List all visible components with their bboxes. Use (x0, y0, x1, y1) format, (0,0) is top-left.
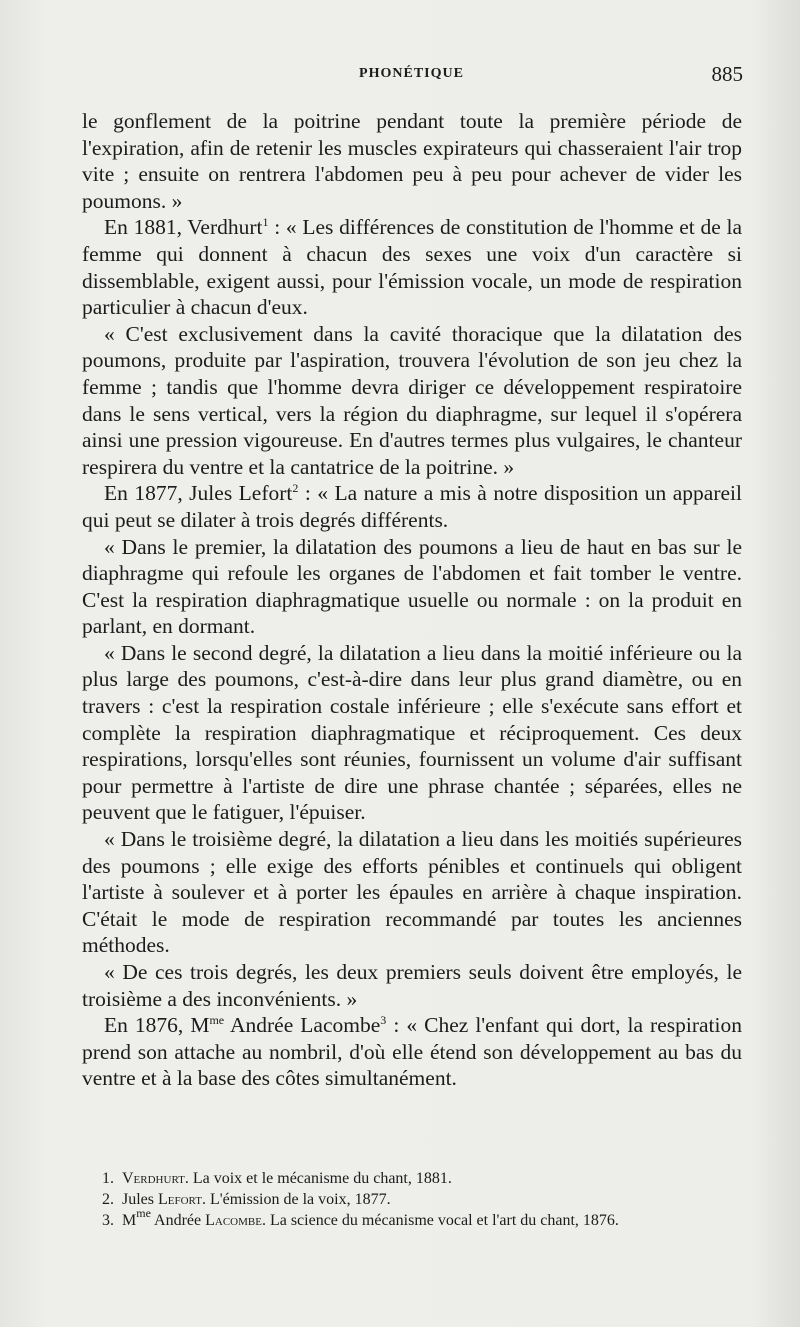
paragraph-6-text: « Dans le second degré, la dilatation a lieu dans la moitié inférieure ou la plus large des poumons, c'est-à-dire dans leur plus grand diamètre, ou en travers : c'est la respiration costale inférieure ; elle s'exécute sans effort et complète la respiration diaphragmatique et réciproquement. Ces deux respirations, lorsqu'elles sont réunies, fournissent un volume d'air suffisant pour permettre à l'artiste de dire une phrase chantée ; séparées, elles ne peuvent que le fatiguer, l'épuiser. (82, 640, 742, 825)
footnote-ref-3: 3 (380, 1013, 387, 1028)
paragraph-8-text: « De ces trois degrés, les deux premiers seuls doivent être employés, le troisième a des inconvénients. » (82, 960, 742, 1011)
paragraph-7 (82, 826, 742, 959)
footnote-1 (82, 1168, 742, 1189)
footnote-3-author: Lacombe (205, 1212, 262, 1229)
footnote-2-author: Lefort (158, 1191, 202, 1208)
footnote-ref-2: 2 (292, 481, 299, 496)
paragraph-1 (82, 108, 742, 214)
paragraph-6 (82, 640, 742, 826)
paragraph-3-text: « C'est exclusivement dans la cavité thoracique que la dilatation des poumons, produite par l'aspiration, trouvera l'évolution de son jeu chez la femme ; tandis que l'homme devra diriger ce développement respiratoire dans le sens vertical, vers la région du diaphragme, sur lequel il s'opérera ainsi une pression vigoureuse. En d'autres termes plus vulgaires, le chanteur respirera du ventre et la cantatrice de la poitrine. » (82, 321, 742, 479)
paragraph-2 (82, 214, 742, 320)
paragraph-9-text-middle: Andrée Lacombe (224, 1013, 381, 1038)
footnotes (82, 1168, 742, 1231)
footnote-ref-1: 1 (262, 215, 269, 230)
footnote-3-marker: 3. (102, 1212, 114, 1229)
paragraph-4-text-start: En 1877, Jules Lefort (104, 481, 293, 506)
footnote-3-prefix-superscript: me (136, 1206, 151, 1220)
footnote-2-text: . L'émission de la voix, 1877. (201, 1191, 391, 1208)
paragraph-2-text-end: : « Les différences de constitution de l'homme et de la femme qui donnent à chacun des sexes une voix d'un caractère si dissemblable, exigent aussi, pour l'émission vocale, un mode de respiration particulier à chacun d'eux. (82, 215, 742, 320)
page-header (80, 62, 743, 90)
footnote-1-text: . La voix et le mécanisme du chant, 1881. (184, 1170, 452, 1187)
page-number: 885 (711, 62, 743, 86)
paragraph-5 (82, 534, 742, 640)
footnote-2 (82, 1189, 742, 1210)
footnote-1-marker: 1. (102, 1170, 114, 1187)
paragraph-8 (82, 959, 742, 1012)
footnote-3-prefix: M (122, 1212, 137, 1229)
paragraph-4 (82, 480, 742, 533)
footnote-3-prefix-after: Andrée (150, 1212, 206, 1229)
footnote-1-author: Verdhurt (122, 1170, 185, 1187)
paragraph-9-text-end: : « Chez l'enfant qui dort, la respiration prend son attache au nombril, d'où elle étend son développement au bas du ventre et à la base des côtes simultanément. (82, 1013, 742, 1091)
paragraph-4-text-end: : « La nature a mis à notre disposition un appareil qui peut se dilater à trois degrés différents. (82, 481, 742, 532)
paragraph-7-text: « Dans le troisième degré, la dilatation a lieu dans les moitiés supérieures des poumons ; elle exige des efforts pénibles et continuels qui obligent l'artiste à soulever et à porter les épaules en arrière à chaque inspiration. C'était le mode de respiration recommandé par toutes les anciennes méthodes. (82, 827, 742, 958)
paragraph-2-text-start: En 1881, Verdhurt (104, 215, 263, 240)
footnote-3-text: . La science du mécanisme vocal et l'art du chant, 1876. (261, 1212, 619, 1229)
footnote-2-marker: 2. (102, 1191, 114, 1208)
title-superscript: me (209, 1013, 225, 1028)
body-text (82, 108, 742, 1092)
footnote-2-prefix: Jules (122, 1191, 158, 1208)
footnote-3 (82, 1206, 742, 1231)
paragraph-3 (82, 321, 742, 481)
paragraph-5-text: « Dans le premier, la dilatation des poumons a lieu de haut en bas sur le diaphragme qui refoule les organes de l'abdomen et fait tomber le ventre. C'est la respiration diaphragmatique usuelle ou normale : on la produit en parlant, en dormant. (82, 534, 742, 639)
running-head: PHONÉTIQUE (359, 66, 464, 81)
paragraph-9-text-start: En 1876, M (104, 1013, 210, 1038)
paragraph-1-text: le gonflement de la poitrine pendant toute la première période de l'expiration, afin de retenir les muscles expirateurs qui chasseraient l'air trop vite ; ensuite on rentrera l'abdomen peu à peu pour achever de vider les poumons. » (82, 109, 742, 213)
paragraph-9 (82, 1012, 742, 1092)
